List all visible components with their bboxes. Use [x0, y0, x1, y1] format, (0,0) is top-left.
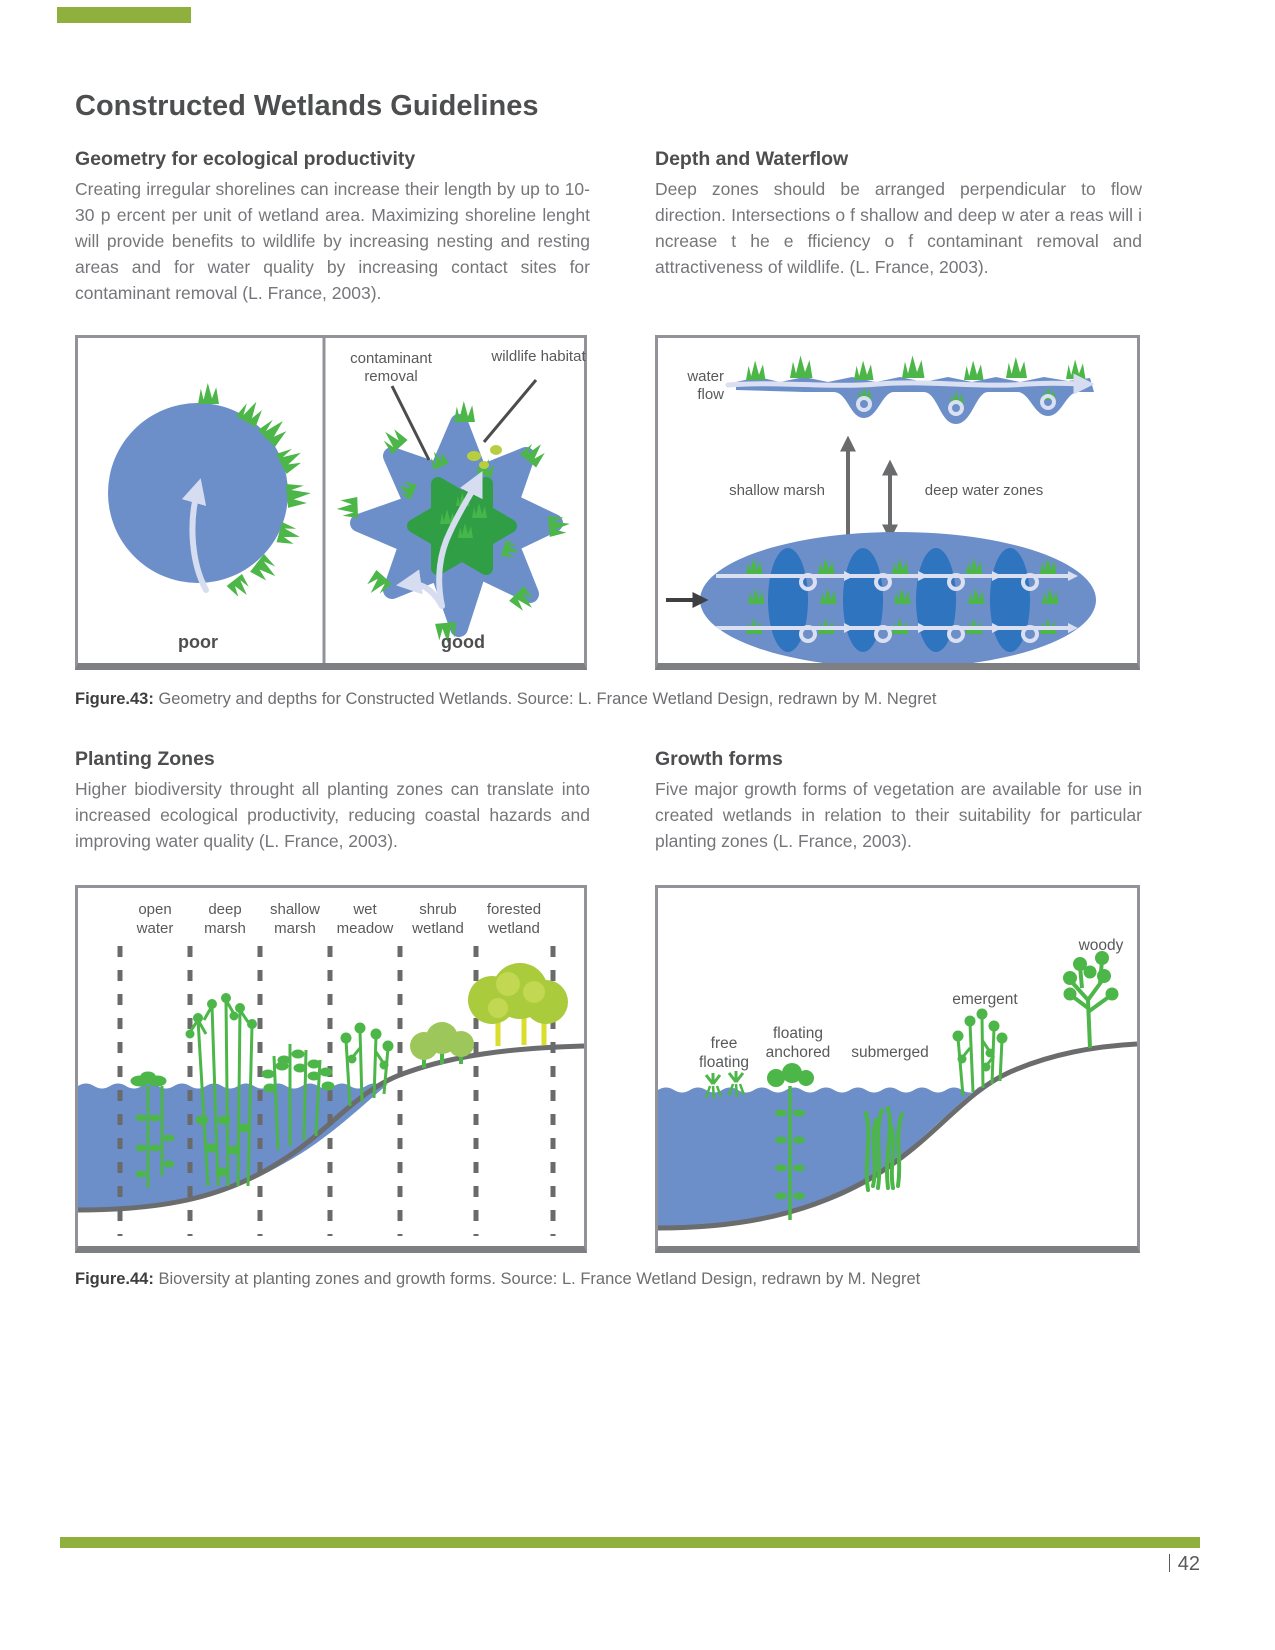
zone-deep-marsh: deep marsh: [204, 901, 246, 937]
label-good: good: [441, 632, 485, 652]
depth-arrows: [848, 442, 890, 546]
growth-form-woody: woody: [1078, 937, 1124, 954]
figure44-caption: [75, 1270, 1145, 1289]
label-shallow-marsh: shallow marsh: [729, 482, 825, 499]
figure43-geometry-diagram: [75, 335, 587, 670]
shrub-wetland-plants: [410, 1022, 474, 1068]
cross-section: [728, 356, 1094, 425]
label-wildlife-habitat: wildlife habitat: [491, 348, 586, 365]
figure43-depth-diagram: [655, 335, 1140, 670]
planting-zones-art: [78, 888, 584, 1246]
heading-geometry: Geometry for ecological productivity: [75, 148, 416, 170]
pond-plan-view: [666, 532, 1096, 663]
growth-form-submerged: submerged: [851, 1044, 929, 1061]
figure43-caption-text: Geometry and depths for Constructed Wetlands. Source: L. France Wetland Design, redrawn by M. Negret: [153, 690, 937, 708]
figure44-caption-label: Figure.44:: [75, 1270, 154, 1288]
zone-wet-meadow: wet meadow: [336, 901, 394, 937]
poor-pond: [108, 383, 312, 601]
woody-plant: [1065, 953, 1117, 1048]
zone-forested-wetland: forested wetland: [486, 901, 542, 937]
page-number: 42: [1177, 1553, 1200, 1575]
label-water-flow: water flow: [687, 368, 724, 403]
zone-shrub-wetland: shrub wetland: [412, 901, 464, 937]
growth-form-emergent: emergent: [952, 991, 1018, 1008]
heading-planting: Planting Zones: [75, 748, 215, 770]
depth-diagram-art: [658, 338, 1137, 663]
bottom-accent-bar: [60, 1537, 1200, 1548]
zone-shallow-marsh: shallow marsh: [269, 901, 321, 937]
body-geometry: Creating irregular shorelines can increase their length by up to 10-30 p ercent per unit of wetland area. Maximizing shoreline lenght will provide benefits to wildlife by increasing nesting and resting areas and for water quality by increasing contact sites for contaminant removal (L. France, 2003).: [75, 179, 590, 303]
label-poor: poor: [178, 632, 218, 652]
figure43-caption: [75, 690, 1145, 709]
zone-open-water: open water: [136, 901, 174, 937]
good-wetland: [336, 380, 570, 645]
geometry-diagram-art: [78, 338, 584, 663]
figure44-caption-text: Bioversity at planting zones and growth forms. Source: L. France Wetland Design, redrawn by M. Negret: [153, 1270, 921, 1288]
heading-growth: Growth forms: [655, 748, 783, 770]
body-growth: Five major growth forms of vegetation are available for use in created wetlands in relation to their suitability for particular planting zones (L. France, 2003).: [655, 779, 1142, 851]
emergent-plants: [954, 1010, 1006, 1096]
figure43-caption-label: Figure.43:: [75, 690, 154, 708]
top-accent-bar: [57, 7, 191, 23]
water: [658, 1086, 980, 1228]
label-deep-water-zones: deep water zones: [924, 482, 1044, 499]
figure44-planting-zones-diagram: [75, 885, 587, 1253]
page-title: Constructed Wetlands Guidelines: [75, 90, 539, 122]
growth-form-free-floating: free floating: [699, 1035, 749, 1071]
label-contaminant-removal: contaminant removal: [350, 350, 432, 385]
footer-divider: [1169, 1554, 1170, 1572]
page-footer: [1000, 1553, 1200, 1576]
heading-depth: Depth and Waterflow: [655, 148, 849, 170]
body-planting: Higher biodiversity throught all planting zones can translate into increased ecological productivity, reducing coastal hazards and improving water quality (L. France, 2003).: [75, 779, 590, 851]
figure44-growth-forms-diagram: [655, 885, 1140, 1253]
growth-form-floating-anchored: floating anchored: [765, 1025, 831, 1061]
body-depth: Deep zones should be arranged perpendicular to flow direction. Intersections o f shallow and deep w ater a reas will i ncrease t he e fficiency o f contaminant removal and attractiveness of wildlife. (L. France, 2003).: [655, 179, 1142, 277]
